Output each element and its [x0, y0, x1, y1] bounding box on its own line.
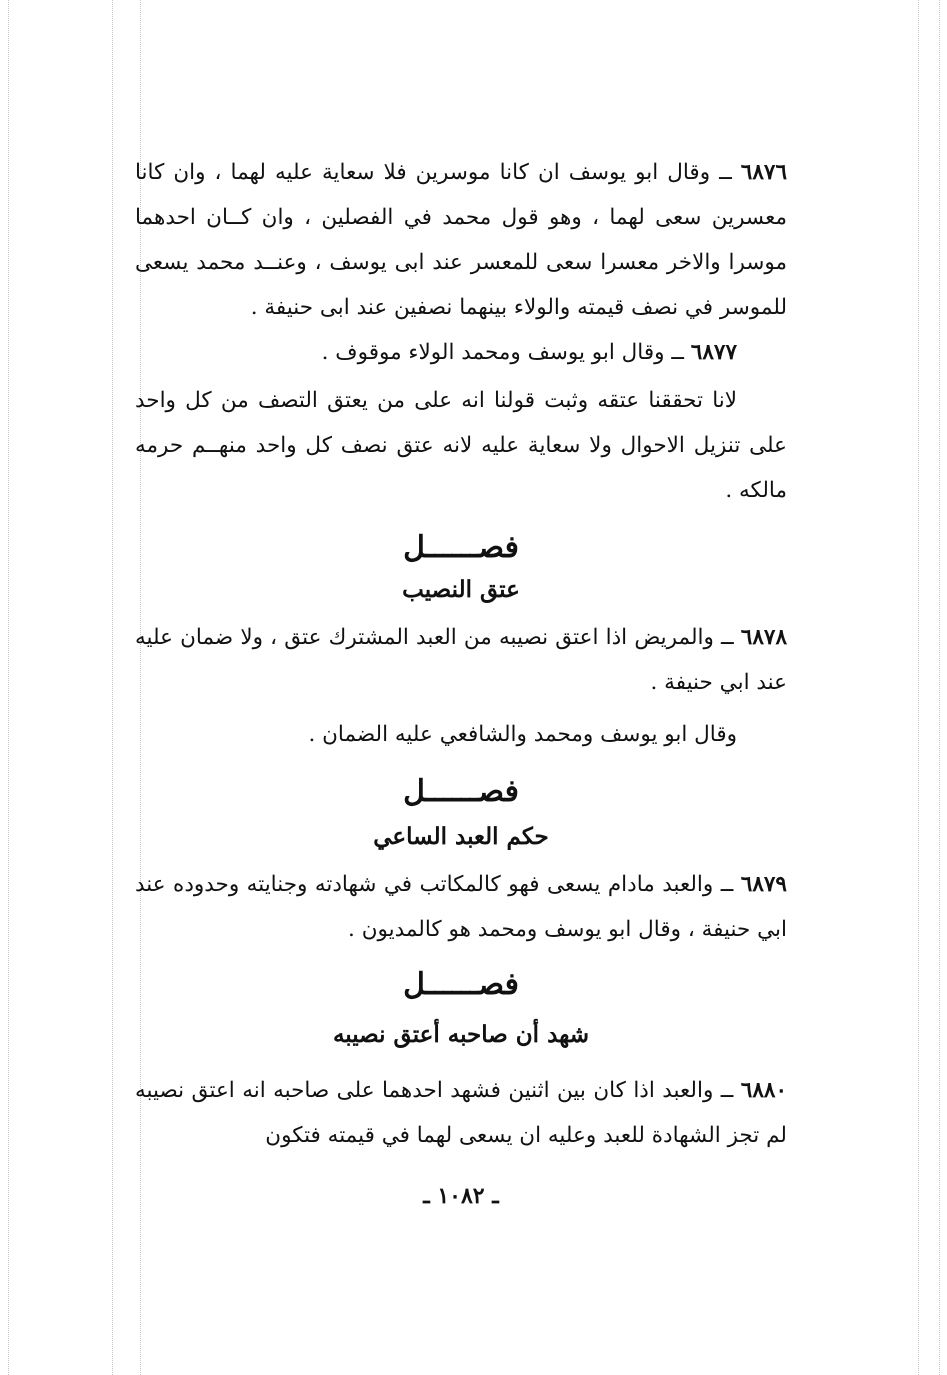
paragraph-text: ــ وقال ابو يوسف ان كانا موسرين فلا سعاية عليه لهما ، وان كانا معسرين سعى لهما ، وهو قول محمد في الفصلين ، وان كــان احدهما موسرا والاخر معسرا سعى للمعسر عند ابى يوسف ، وعنــد محمد يسعى للموسر في نصف قيمته والولاء بينهما نصفين عند ابى حنيفة . — [135, 160, 787, 320]
paragraph-number: ٦٨٧٧ — [690, 340, 737, 365]
scan-artifact-line — [112, 0, 113, 1375]
paragraph-6878-opinion — [135, 712, 787, 757]
paragraph-6877 — [135, 330, 787, 375]
scan-artifact-line — [939, 0, 940, 1375]
paragraph-number: ٦٨٨٠ — [740, 1078, 787, 1103]
section-heading: فصــــــل — [403, 530, 519, 565]
scan-artifact-line — [918, 0, 919, 1375]
paragraph-number: ٦٨٧٩ — [740, 872, 787, 897]
paragraph-number: ٦٨٧٨ — [740, 625, 787, 650]
paragraph-number: ٦٨٧٦ — [740, 160, 787, 185]
section-subtitle: عتق النصيب — [402, 576, 520, 603]
paragraph-text: لانا تحققنا عتقه وثبت قولنا انه على من يعتق التصف من كل واحد على تنزيل الاحوال ولا سعاية عليه لانه عتق نصف كل واحد منهــم حرمه مالكه . — [135, 388, 787, 503]
section-heading: فصــــــل — [403, 967, 519, 1002]
paragraph-text: ــ والعبد اذا كان بين اثنين فشهد احدهما على صاحبه انه اعتق نصيبه لم تجز الشهادة للعبد وعليه ان يسعى لهما في قيمته فتكون — [135, 1078, 787, 1148]
paragraph-6878 — [135, 615, 787, 705]
paragraph-6879 — [135, 862, 787, 952]
paragraph-reasoning — [135, 378, 787, 513]
paragraph-text: ــ وقال ابو يوسف ومحمد الولاء موقوف . — [321, 340, 684, 365]
section-heading: فصــــــل — [403, 774, 519, 809]
paragraph-text: وقال ابو يوسف ومحمد والشافعي عليه الضمان . — [308, 722, 737, 747]
paragraph-6876 — [135, 150, 787, 330]
paragraph-text: ــ والعبد مادام يسعى فهو كالمكاتب في شهادته وجنايته وحدوده عند ابي حنيفة ، وقال ابو يوسف ومحمد هو كالمديون . — [135, 872, 787, 942]
scan-artifact-line — [8, 0, 9, 1375]
paragraph-6880 — [135, 1068, 787, 1158]
paragraph-text: ــ والمريض اذا اعتق نصيبه من العبد المشترك عتق ، ولا ضمان عليه عند ابي حنيفة . — [135, 625, 787, 695]
section-subtitle: حكم العبد الساعي — [373, 823, 549, 850]
section-subtitle: شهد أن صاحبه أعتق نصيبه — [332, 1021, 590, 1048]
page-number: ـ ١٠٨٢ ـ — [423, 1183, 499, 1209]
